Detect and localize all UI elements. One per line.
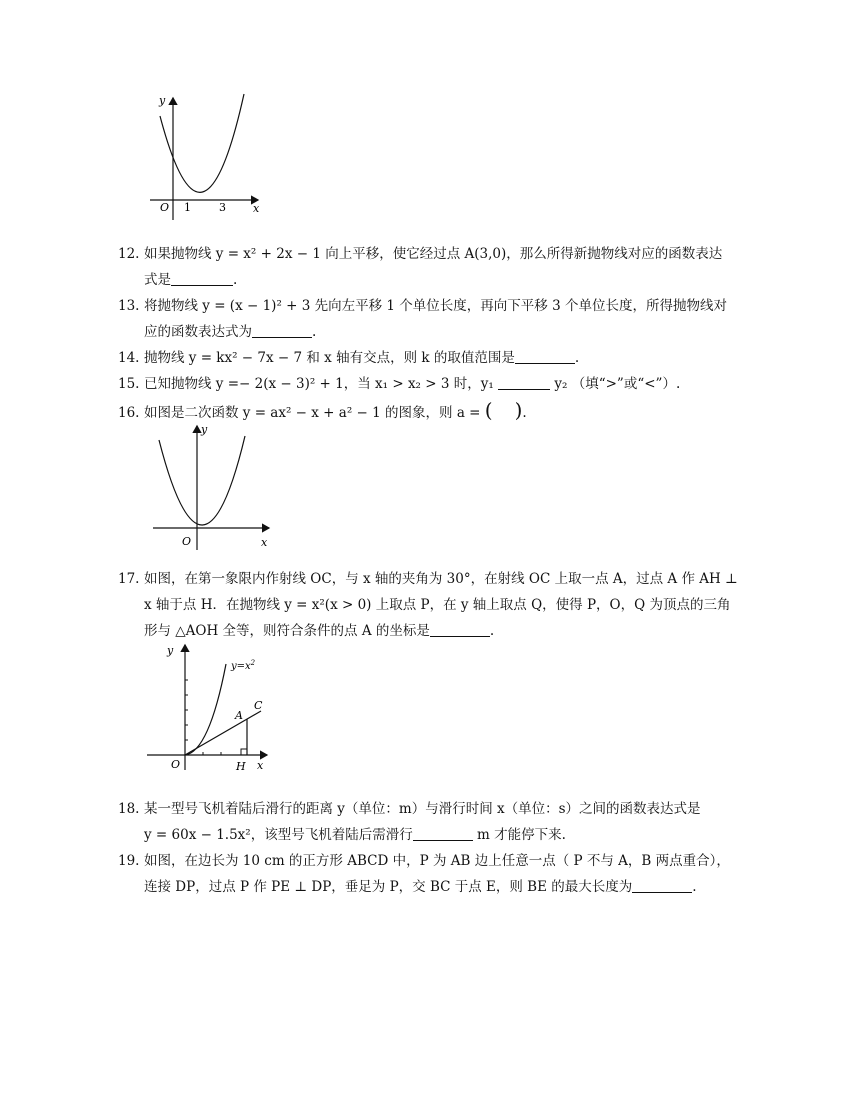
question-19 xyxy=(118,848,763,900)
x-axis-label: x xyxy=(261,536,268,549)
question-14 xyxy=(118,345,763,371)
parabola-curve xyxy=(159,436,245,525)
answer-blank[interactable] xyxy=(413,826,473,841)
figure-ray-parabola-17 xyxy=(145,642,275,777)
question-number: 18. xyxy=(118,801,140,817)
question-text: . xyxy=(574,350,580,366)
question-text: 应的函数表达式为 xyxy=(144,324,252,340)
question-text: 式是 xyxy=(144,272,171,288)
figure-parabola-16 xyxy=(145,422,275,552)
question-12 xyxy=(118,241,763,293)
origin-label: O xyxy=(182,535,192,548)
question-text: 如图，在边长为 10 cm 的正方形 ABCD 中，P 为 AB 边上任意一点（ P 不与 A，B 两点重合）， xyxy=(144,853,730,869)
answer-paren-open: ( xyxy=(484,398,493,422)
question-18 xyxy=(118,796,763,848)
question-text: . xyxy=(312,324,317,340)
question-text: . xyxy=(233,272,238,288)
question-text: m 才能停下来. xyxy=(477,827,566,843)
curve-label: $y=x^2$ xyxy=(231,659,256,672)
question-text: y = 60x − 1.5x²，该型号飞机着陆后需滑行 xyxy=(144,827,413,843)
question-text: 将抛物线 y = (x − 1)² + 3 先向左平移 1 个单位长度，再向下平移 3 个单位长度，所得抛物线对 xyxy=(144,298,727,314)
parabola-curve xyxy=(185,664,226,755)
question-text: x 轴于点 H．在抛物线 y = x²(x > 0) 上取点 P，在 y 轴上取点 Q，使得 P，O，Q 为顶点的三角 xyxy=(144,597,731,613)
question-number: 17. xyxy=(118,571,140,587)
question-text: 如图是二次函数 y = ax² − x + a² − 1 的图象，则 a = xyxy=(144,405,481,421)
right-angle-mark xyxy=(241,749,247,755)
question-number: 19. xyxy=(118,853,140,869)
origin-label: O xyxy=(160,201,170,214)
question-text: 已知抛物线 y =− 2(x − 3)² + 1，当 x₁ > x₂ > 3 时，y₁ xyxy=(144,376,494,392)
point-h-label: H xyxy=(236,760,246,773)
question-number: 14. xyxy=(118,350,140,366)
answer-blank[interactable] xyxy=(171,271,233,286)
question-text: . xyxy=(692,879,697,895)
answer-blank[interactable] xyxy=(498,375,550,390)
x-axis-label: x xyxy=(257,759,264,772)
question-number: 13. xyxy=(118,298,140,314)
point-a-label: A xyxy=(235,709,243,722)
origin-label: O xyxy=(171,758,181,771)
point-c-label: C xyxy=(254,699,263,712)
question-17 xyxy=(118,566,763,644)
question-text: 某一型号飞机着陆后滑行的距离 y（单位：m）与滑行时间 x（单位：s）之间的函数表达式是 xyxy=(144,801,701,817)
ray-oc xyxy=(185,711,261,755)
question-number: 16. xyxy=(118,405,140,421)
y-axis-label: y xyxy=(159,94,166,107)
question-text: . xyxy=(522,405,527,421)
answer-blank[interactable] xyxy=(430,622,490,637)
question-text: 连接 DP，过点 P 作 PE ⊥ DP，垂足为 P，交 BC 于点 E，则 BE 的最大长度为 xyxy=(144,879,633,895)
question-number: 12. xyxy=(118,246,140,262)
question-text: . xyxy=(489,623,495,639)
answer-blank[interactable] xyxy=(515,349,575,364)
x-axis-label: x xyxy=(253,202,260,215)
y-axis-label: y xyxy=(201,423,208,436)
tick-label-3: 3 xyxy=(219,201,226,214)
question-13 xyxy=(118,293,763,345)
question-text: 形与 △AOH 全等，则符合条件的点 A 的坐标是 xyxy=(144,623,430,639)
answer-blank[interactable] xyxy=(632,878,692,893)
y-axis-label: y xyxy=(167,644,174,657)
question-text: 抛物线 y = kx² − 7x − 7 和 x 轴有交点，则 k 的取值范围是 xyxy=(144,350,515,366)
question-number: 15. xyxy=(118,376,140,392)
figure-parabola-11 xyxy=(140,92,270,222)
question-text: y₂ （填“>”或“<”）. xyxy=(554,376,681,392)
answer-blank[interactable] xyxy=(252,323,312,338)
answer-paren-close: ) xyxy=(514,398,523,422)
question-text: 如图，在第一象限内作射线 OC，与 x 轴的夹角为 30°，在射线 OC 上取一点 A，过点 A 作 AH ⊥ xyxy=(144,571,738,587)
tick-label-1: 1 xyxy=(184,201,191,214)
question-text: 如果抛物线 y = x² + 2x − 1 向上平移，使它经过点 A(3,0)，那么所得新抛物线对应的函数表达 xyxy=(144,246,723,262)
question-15 xyxy=(118,371,763,397)
